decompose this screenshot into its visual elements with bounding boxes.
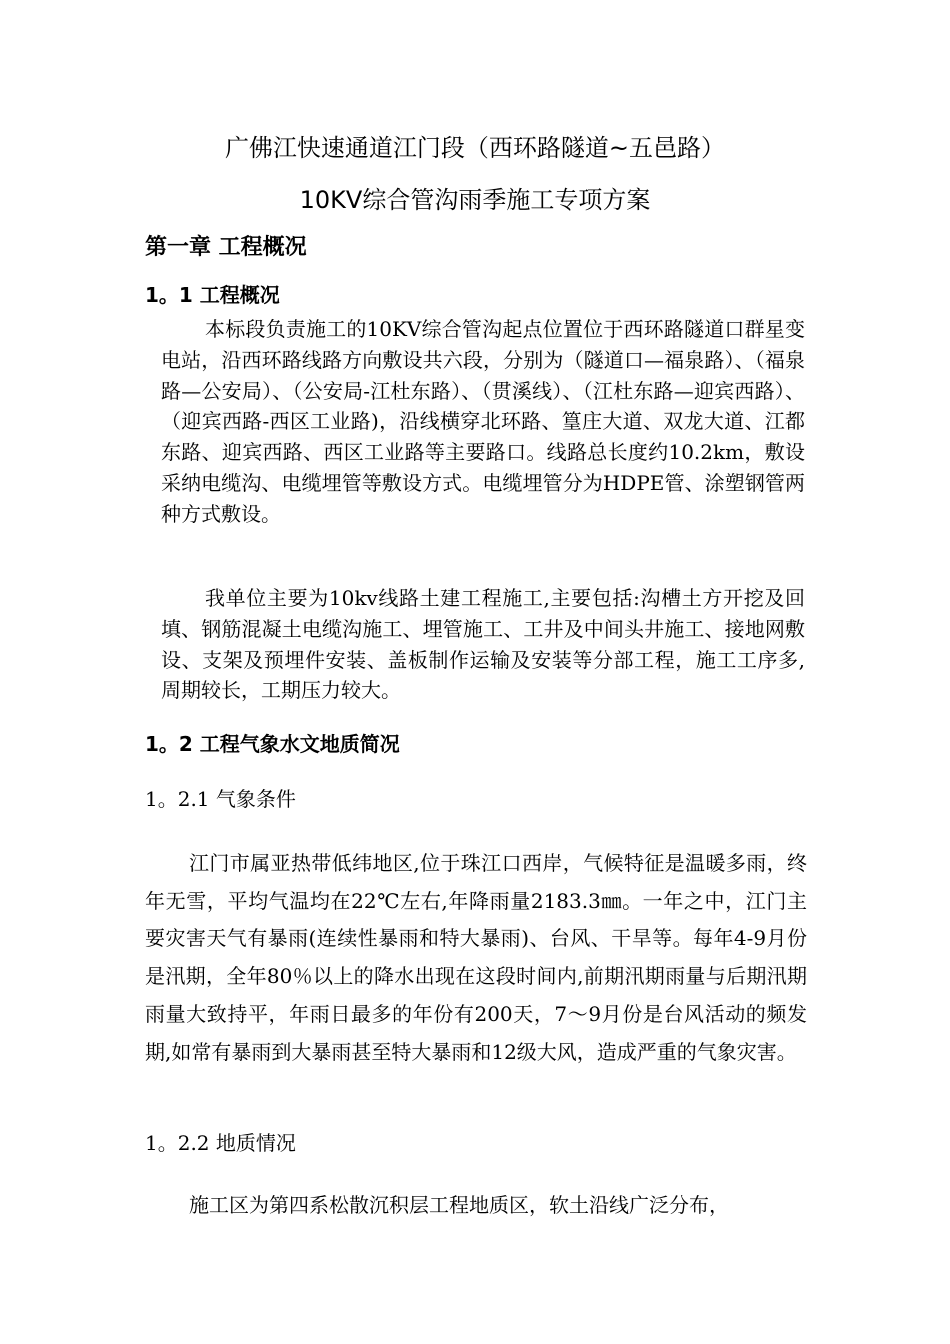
section-1-1-paragraph-1: 本标段负责施工的10KV综合管沟起点位置位于西环路隧道口群星变电站，沿西环路线路方向敷设共六段，分别为（隧道口—福泉路）、（福泉路—公安局）、（公安局-江杜东路）、（贯溪线）、（江杜东路—迎宾西路）、（迎宾西路-西区工业路)，沿线横穿北环路、篁庄大道、双龙大道、江都东路、迎宾西路、西区工业路等主要路口。线路总长度约10.2km，敷设采纳电缆沟、电缆埋管等敷设方式。电缆埋管分为HDPE管、涂塑钢管两种方式敷设。 (161, 317, 805, 526)
section-1-2-2-heading: 1。2.2 地质情况 (145, 1131, 296, 1155)
section-1-2-1-paragraph: 江门市属亚热带低纬地区,位于珠江口西岸，气候特征是温暖多雨，终年无雪，平均气温均在22℃左右,年降雨量2183.3㎜。一年之中，江门主要灾害天气有暴雨(连续性暴雨和特大暴雨)、台风、干旱等。每年4-9月份是汛期，全年80％以上的降水出现在这段时间内,前期汛期雨量与后期汛期雨量大致持平，年雨日最多的年份有200天，7～9月份是台风活动的频发期,如常有暴雨到大暴雨甚至特大暴雨和12级大风，造成严重的气象灾害。 (145, 851, 807, 1064)
document-title-line-1: 广佛江快速通道江门段（西环路隧道~五邑路） (224, 134, 726, 162)
section-1-2-1-heading: 1。2.1 气象条件 (145, 787, 296, 811)
section-1-1-heading: 1。1 工程概况 (145, 283, 280, 307)
document-title-line-2: 10KV综合管沟雨季施工专项方案 (299, 186, 651, 214)
section-1-2-heading: 1。2 工程气象水文地质简况 (145, 732, 400, 756)
chapter-heading: 第一章 工程概况 (145, 235, 307, 260)
section-1-1-paragraph-2: 我单位主要为10kv线路土建工程施工,主要包括:沟槽土方开挖及回填、钢筋混凝土电缆沟施工、埋管施工、工井及中间头井施工、接地网敷设、支架及预埋件安装、盖板制作运输及安装等分部工程，施工工序多,周期较长，工期压力较大。 (161, 586, 805, 703)
section-1-2-2-paragraph: 施工区为第四系松散沉积层工程地质区，软土沿线广泛分布， (189, 1193, 729, 1217)
